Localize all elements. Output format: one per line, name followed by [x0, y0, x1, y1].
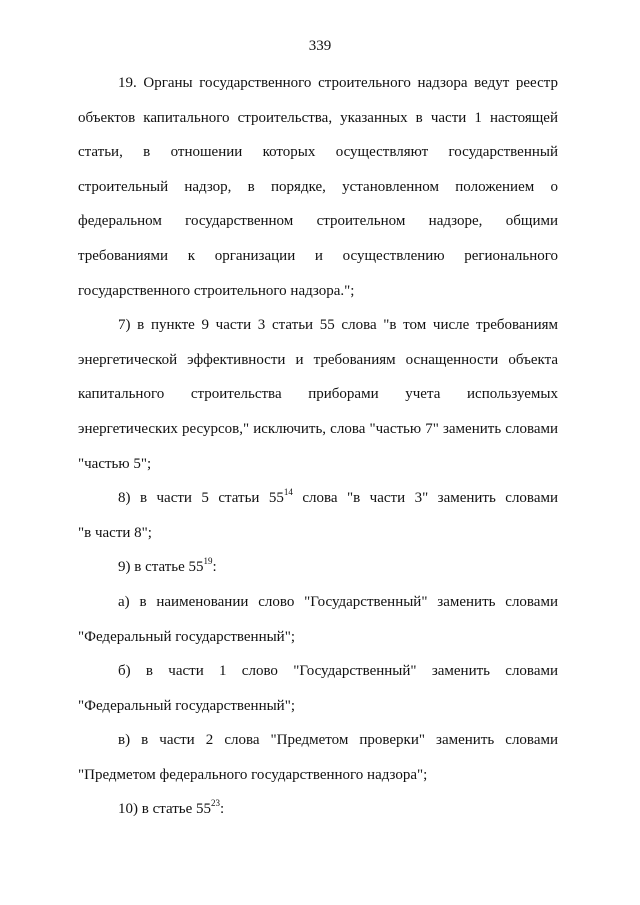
paragraph-line: энергетических ресурсов," исключить, слова "частью 7" заменить словами — [78, 420, 558, 437]
paragraph-line: федеральном государственном строительном надзоре, общими — [78, 213, 558, 230]
paragraph-line: "частью 5"; — [78, 455, 152, 472]
paragraph-line: требованиями к организации и осуществлению регионального — [78, 247, 558, 264]
line-text: 8) в части 5 статьи 55 — [118, 490, 284, 507]
line-text: слова "в части 3" заменить словами — [292, 490, 558, 507]
document-body — [78, 66, 558, 827]
paragraph-line — [78, 481, 558, 516]
paragraph-line: "Федеральный государственный"; — [78, 628, 295, 645]
line-text: : — [220, 801, 225, 818]
paragraph-item-9v — [78, 723, 558, 792]
paragraph-item-10 — [78, 792, 558, 827]
paragraph-item-9a — [78, 585, 558, 654]
paragraph-line: государственного строительного надзора."; — [78, 282, 355, 299]
paragraph-item-8 — [78, 481, 558, 550]
paragraph-line: строительный надзор, в порядке, установленном положением о — [78, 178, 558, 195]
article-superscript: 23 — [211, 798, 221, 809]
paragraph-item-9b — [78, 654, 558, 723]
line-text: 10) в статье 55 — [118, 801, 212, 818]
line-text: : — [212, 559, 217, 576]
paragraph-line: б) в части 1 слово "Государственный" заменить словами — [118, 663, 558, 680]
paragraph-line — [78, 792, 558, 827]
paragraph-line: 7) в пункте 9 части 3 статьи 55 слова "в том числе требованиям — [118, 317, 558, 334]
paragraph-line: "Федеральный государственный"; — [78, 697, 295, 714]
paragraph-line: в) в части 2 слова "Предметом проверки" заменить словами — [118, 732, 558, 749]
paragraph-line: "Предметом федерального государственного надзора"; — [78, 766, 428, 783]
article-superscript: 14 — [283, 487, 293, 498]
paragraph-line: "в части 8"; — [78, 524, 152, 541]
paragraph-item-9 — [78, 550, 558, 585]
paragraph-line: 19. Органы государственного строительного надзора ведут реестр — [118, 75, 558, 91]
paragraph-19 — [78, 66, 558, 308]
line-text: 9) в статье 55 — [118, 559, 204, 576]
paragraph-item-7 — [78, 308, 558, 481]
paragraph-line — [78, 550, 558, 585]
page-number: 339 — [308, 38, 332, 54]
paragraph-line: объектов капитального строительства, указанных в части 1 настоящей — [78, 109, 558, 126]
paragraph-line: энергетической эффективности и требованиям оснащенности объекта — [78, 351, 558, 368]
paragraph-line: а) в наименовании слово "Государственный" заменить словами — [118, 593, 558, 610]
paragraph-line: статьи, в отношении которых осуществляют государственный — [78, 144, 558, 161]
article-superscript: 19 — [203, 556, 213, 567]
paragraph-line: капитального строительства приборами учета используемых — [78, 386, 558, 403]
